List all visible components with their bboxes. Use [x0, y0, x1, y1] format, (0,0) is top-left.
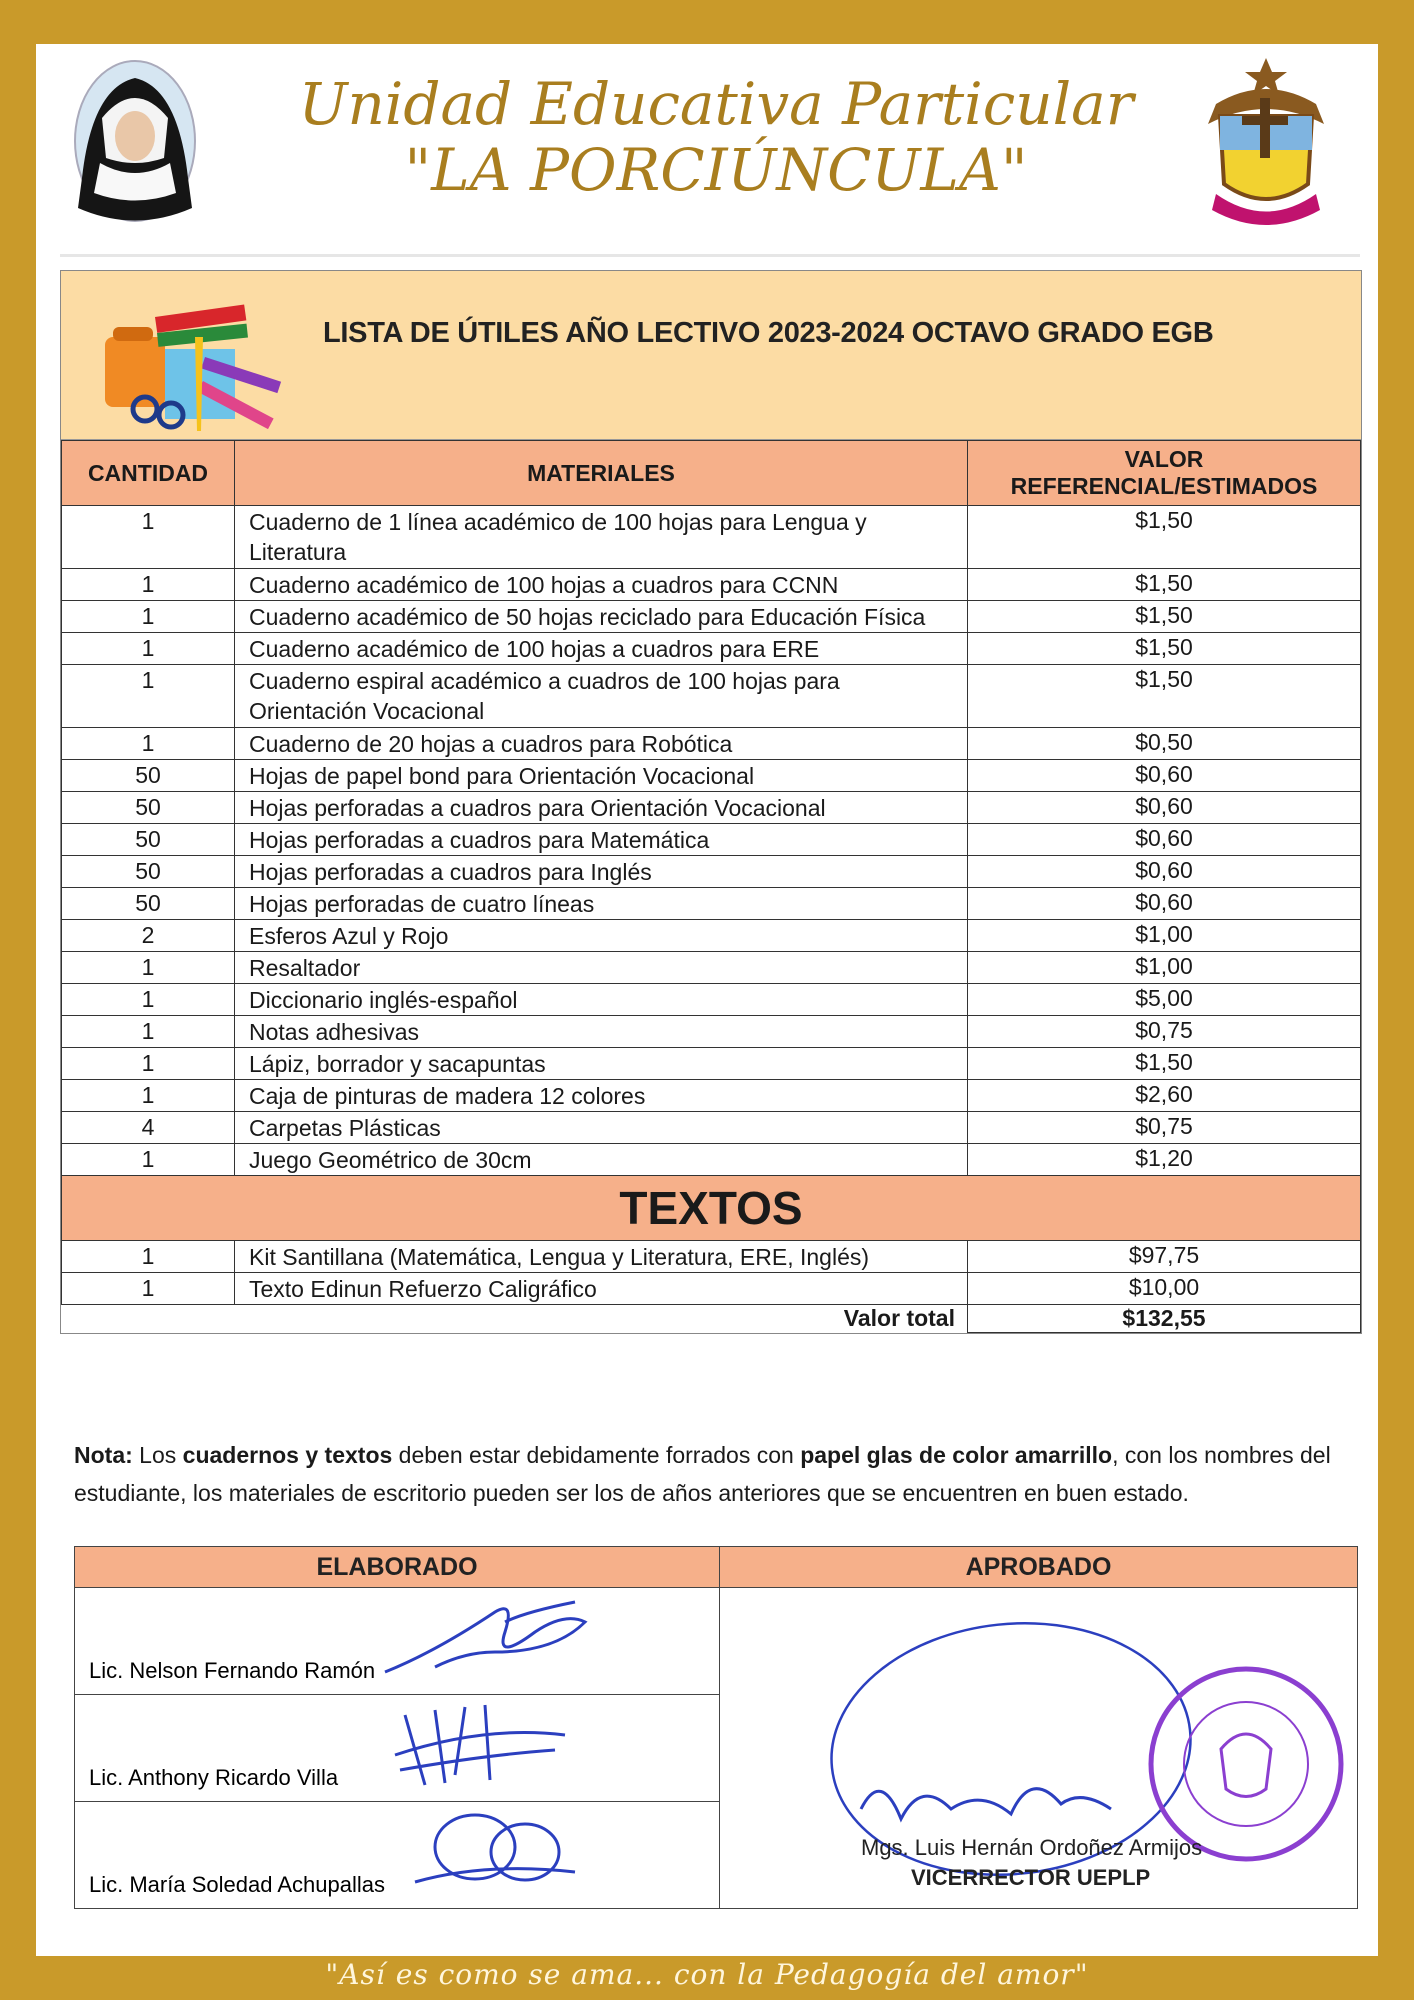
header-divider: [60, 254, 1360, 257]
material-text-continued: Orientación Vocacional: [249, 698, 485, 724]
quantity-cell: 50: [62, 760, 235, 792]
table-row: [62, 665, 1361, 728]
note-text-2: deben estar debidamente forrados con: [392, 1442, 801, 1468]
value-cell: $0,60: [968, 792, 1361, 824]
value-cell: $1,00: [968, 920, 1361, 952]
quantity-cell: 1: [62, 1048, 235, 1080]
table-row: [62, 1016, 1361, 1048]
material-cell: [235, 1112, 968, 1144]
textos-heading: TEXTOS: [62, 1176, 1361, 1241]
quantity-cell: 4: [62, 1112, 235, 1144]
quantity-cell: 50: [62, 888, 235, 920]
material-text: Resaltador: [249, 954, 361, 981]
textos-section-row: [62, 1176, 1361, 1241]
table-row: [62, 1080, 1361, 1112]
texts-body: [62, 1241, 1361, 1305]
value-cell: $1,00: [968, 952, 1361, 984]
footer-motto: "Así es como se ama... con la Pedagogía del amor": [325, 1958, 1089, 1991]
material-cell: [235, 792, 968, 824]
quantity-cell: 1: [62, 1144, 235, 1176]
document-page: [36, 44, 1378, 1956]
material-text: Cuaderno de 1 línea académico de 100 hojas para Lengua y: [249, 509, 867, 535]
material-text: Cuaderno académico de 50 hojas reciclado para Educación Física: [249, 603, 926, 630]
quantity-cell: 1: [62, 506, 235, 569]
quantity-cell: 1: [62, 665, 235, 728]
list-title: LISTA DE ÚTILES AÑO LECTIVO 2023-2024 OCTAVO GRADO EGB: [323, 317, 1214, 349]
table-row: [62, 1112, 1361, 1144]
col-header-materials: MATERIALES: [235, 441, 968, 506]
material-text: Caja de pinturas de madera 12 colores: [249, 1082, 646, 1109]
material-cell: [235, 760, 968, 792]
table-row: [62, 888, 1361, 920]
approval-cell: [720, 1588, 1358, 1909]
signature-3-icon: [395, 1802, 595, 1898]
value-cell: $1,50: [968, 601, 1361, 633]
table-row: [62, 728, 1361, 760]
school-supplies-icon: [95, 297, 295, 437]
value-cell: $1,50: [968, 506, 1361, 569]
col-header-quantity: CANTIDAD: [62, 441, 235, 506]
col-header-value-line1: VALOR: [1124, 446, 1204, 472]
material-cell: [235, 1016, 968, 1048]
value-cell: $1,50: [968, 665, 1361, 728]
signature-1-icon: [375, 1592, 605, 1682]
material-cell: [235, 1241, 968, 1273]
note-text-3: , con los nombres del estudiante, los materiales de escritorio pueden ser los de años anteriores que se encuentren en buen estado.: [74, 1442, 1331, 1506]
signature-2-icon: [385, 1695, 585, 1791]
signer-cell-1: [75, 1588, 720, 1695]
table-row: [62, 506, 1361, 569]
approver-role: VICERRECTOR UEPLP: [911, 1865, 1151, 1890]
material-cell: [235, 1048, 968, 1080]
material-text: Diccionario inglés-español: [249, 986, 518, 1013]
value-cell: $0,60: [968, 824, 1361, 856]
material-cell: [235, 984, 968, 1016]
material-cell: [235, 665, 968, 728]
items-body: [62, 506, 1361, 1176]
material-cell: [235, 1080, 968, 1112]
quantity-cell: 2: [62, 920, 235, 952]
signer-cell-3: [75, 1802, 720, 1909]
quantity-cell: 1: [62, 1241, 235, 1273]
material-cell: [235, 728, 968, 760]
material-text: Carpetas Plásticas: [249, 1114, 441, 1141]
material-text: Kit Santillana (Matemática, Lengua y Literatura, ERE, Inglés): [249, 1243, 870, 1270]
total-row: [62, 1305, 1361, 1333]
table-header-row: [62, 441, 1361, 506]
quantity-cell: 1: [62, 569, 235, 601]
material-text: Cuaderno académico de 100 hojas a cuadros para ERE: [249, 635, 820, 662]
material-cell: [235, 506, 968, 569]
quantity-cell: 1: [62, 728, 235, 760]
note-bold-1: cuadernos y textos: [182, 1442, 393, 1468]
value-cell: $0,60: [968, 856, 1361, 888]
quantity-cell: 1: [62, 601, 235, 633]
table-row: [62, 984, 1361, 1016]
quantity-cell: 1: [62, 1080, 235, 1112]
table-row: [62, 601, 1361, 633]
approver-name: Mgs. Luis Hernán Ordoñez Armijos: [861, 1835, 1203, 1860]
aprobado-header: APROBADO: [720, 1547, 1358, 1588]
signer-name-1: Lic. Nelson Fernando Ramón: [89, 1658, 376, 1683]
signer-cell-2: [75, 1695, 720, 1802]
quantity-cell: 1: [62, 984, 235, 1016]
material-text: Hojas perforadas de cuatro líneas: [249, 890, 595, 917]
elaborado-header: ELABORADO: [75, 1547, 720, 1588]
signer-name-2: Lic. Anthony Ricardo Villa: [89, 1765, 339, 1790]
value-cell: $97,75: [968, 1241, 1361, 1273]
material-cell: [235, 920, 968, 952]
material-text: Hojas perforadas a cuadros para Inglés: [249, 858, 652, 885]
value-cell: $0,50: [968, 728, 1361, 760]
material-cell: [235, 1273, 968, 1305]
quantity-cell: 50: [62, 856, 235, 888]
material-cell: [235, 824, 968, 856]
note-paragraph: [74, 1436, 1354, 1512]
value-cell: $0,75: [968, 1112, 1361, 1144]
value-cell: $1,50: [968, 1048, 1361, 1080]
quantity-cell: 1: [62, 952, 235, 984]
value-cell: $0,60: [968, 888, 1361, 920]
value-cell: $1,20: [968, 1144, 1361, 1176]
material-text: Juego Geométrico de 30cm: [249, 1146, 532, 1173]
approval-area: [721, 1589, 1356, 1899]
col-header-value-line2: REFERENCIAL/ESTIMADOS: [1010, 473, 1318, 499]
school-name-line1: Unidad Educativa Particular: [298, 70, 1134, 138]
material-text: Cuaderno espiral académico a cuadros de 100 hojas para: [249, 668, 840, 694]
founder-portrait-icon: [72, 58, 198, 224]
table-row: [62, 1273, 1361, 1305]
material-cell: [235, 952, 968, 984]
table-row: [62, 792, 1361, 824]
value-cell: $5,00: [968, 984, 1361, 1016]
material-text: Cuaderno académico de 100 hojas a cuadros para CCNN: [249, 571, 839, 598]
material-text: Cuaderno de 20 hojas a cuadros para Robótica: [249, 730, 733, 757]
quantity-cell: 1: [62, 633, 235, 665]
quantity-cell: 50: [62, 824, 235, 856]
material-cell: [235, 569, 968, 601]
material-cell: [235, 888, 968, 920]
value-cell: $1,50: [968, 569, 1361, 601]
table-row: [62, 1048, 1361, 1080]
material-cell: [235, 856, 968, 888]
table-row: [62, 760, 1361, 792]
table-row: [62, 952, 1361, 984]
material-text-continued: Literatura: [249, 539, 347, 565]
supplies-list: [60, 270, 1362, 1334]
material-cell: [235, 633, 968, 665]
material-text: Notas adhesivas: [249, 1018, 420, 1045]
signer-name-3: Lic. María Soledad Achupallas: [89, 1872, 385, 1897]
quantity-cell: 1: [62, 1016, 235, 1048]
note-text-1: Los: [132, 1442, 183, 1468]
value-cell: $1,50: [968, 633, 1361, 665]
material-text: Hojas de papel bond para Orientación Vocacional: [249, 762, 755, 789]
table-row: [62, 1144, 1361, 1176]
material-cell: [235, 601, 968, 633]
quantity-cell: 1: [62, 1273, 235, 1305]
school-name-line2: "LA PORCIÚNCULA": [404, 136, 1028, 204]
table-row: [62, 920, 1361, 952]
value-cell: $2,60: [968, 1080, 1361, 1112]
table-row: [62, 824, 1361, 856]
material-text: Hojas perforadas a cuadros para Orientación Vocacional: [249, 794, 826, 821]
note-label: Nota:: [74, 1442, 133, 1468]
total-value: $132,55: [968, 1305, 1361, 1333]
note-bold-2: papel glas de color amarrillo: [800, 1442, 1113, 1468]
list-header: [61, 271, 1361, 440]
school-crest-icon: [1196, 54, 1336, 234]
total-label: Valor total: [843, 1305, 955, 1332]
col-header-value: [968, 441, 1361, 506]
table-row: [62, 569, 1361, 601]
table-row: [62, 856, 1361, 888]
value-cell: $0,60: [968, 760, 1361, 792]
material-text: Hojas perforadas a cuadros para Matemática: [249, 826, 710, 853]
material-text: Lápiz, borrador y sacapuntas: [249, 1050, 546, 1077]
material-text: Texto Edinun Refuerzo Caligráfico: [249, 1275, 597, 1302]
value-cell: $10,00: [968, 1273, 1361, 1305]
material-cell: [235, 1144, 968, 1176]
supplies-table: [61, 440, 1361, 1333]
quantity-cell: 50: [62, 792, 235, 824]
table-row: [62, 633, 1361, 665]
value-cell: $0,75: [968, 1016, 1361, 1048]
table-row: [62, 1241, 1361, 1273]
material-text: Esferos Azul y Rojo: [249, 922, 449, 949]
signature-table: [74, 1546, 1358, 1909]
